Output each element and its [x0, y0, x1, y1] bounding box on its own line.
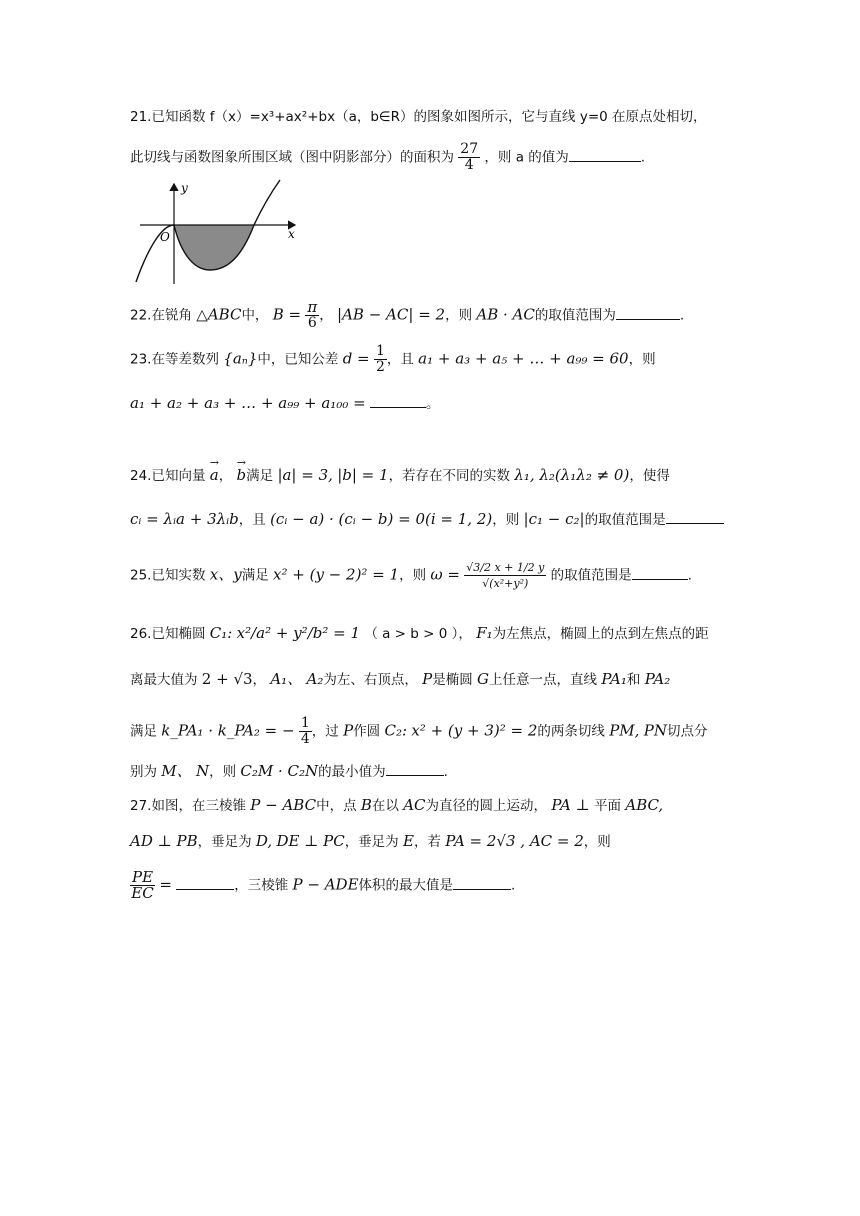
q26-ellipse: x²/a² + y²/b² = 1 [236, 624, 361, 642]
q26-text14: 的最小值为 [318, 764, 386, 780]
q25-end: . [687, 567, 692, 584]
q26-cond: （ a > b > 0 ）， [364, 626, 472, 642]
q26-P: P [422, 670, 433, 688]
q26-text11: 切点分 [666, 723, 708, 740]
q27-text5: 平面 [594, 798, 622, 814]
answer-blank[interactable] [616, 305, 680, 320]
q25-text: 25.已知实数 [130, 567, 206, 584]
q25-text4: 的取值范围是 [550, 567, 632, 584]
vector-a: → a [210, 464, 219, 486]
q21-area-num: 27 [460, 141, 479, 157]
q22-triangle: △ABC [196, 305, 242, 324]
q26-P2: P [343, 721, 354, 740]
q26-slopes: k_PA₁ · k_PA₂ = − [161, 721, 295, 740]
q21-area-den: 4 [464, 157, 474, 173]
q23-sum2: a₁ + a₂ + a₃ + … + a₉₉ + a₁₀₀ = [130, 394, 366, 412]
q24-cond2: |b| = 1 [337, 466, 389, 484]
answer-blank[interactable] [386, 761, 444, 776]
q26-A2: A₂ [306, 670, 324, 688]
q26-comma: ， [252, 672, 267, 688]
answer-blank[interactable] [453, 875, 511, 890]
q26-dot: C₂M · C₂N [240, 762, 319, 780]
q23-end: 。 [425, 396, 440, 412]
q26-PM: PM, [609, 721, 640, 740]
q26-line3 [130, 716, 707, 747]
answer-blank[interactable] [632, 565, 688, 580]
q26-G: G [477, 670, 490, 688]
q26-text: 26.已知椭圆 [130, 626, 206, 642]
q22-dot-product: AB · AC [476, 305, 535, 324]
q24-c-def: cᵢ = λᵢa + 3λᵢb [130, 510, 239, 528]
q26-text13: ，则 [209, 764, 237, 780]
q22-condition: |AB − AC| = 2 [337, 305, 446, 324]
q26-qn: 1 [300, 715, 310, 731]
function-graph [130, 178, 300, 288]
q27-line2 [130, 830, 611, 853]
q24-text3: ，若存在不同的实数 [388, 468, 511, 484]
q27-ABC: ABC, [625, 796, 664, 814]
q22-pi: π [307, 298, 318, 316]
q27-DE: DE ⊥ PC [276, 832, 345, 850]
q22-line [130, 300, 684, 331]
q23-seq: {aₙ} [223, 349, 258, 368]
q25-num: √3/2 x + 1/2 y [466, 561, 545, 574]
q27-AC: AC [403, 796, 426, 814]
q26-text7: 满足 [130, 723, 157, 740]
answer-blank[interactable] [666, 509, 724, 524]
q27-B: B [360, 796, 372, 814]
q23-text2: 中，已知公差 [257, 351, 339, 368]
q24-lambda: λ₁, λ₂(λ₁λ₂ ≠ 0) [514, 466, 630, 484]
q24-line2 [130, 508, 724, 531]
q25-circle: x² + (y − 2)² = 1 [273, 565, 400, 584]
q26-end: . [443, 764, 448, 780]
q27-AD: AD ⊥ PB [130, 832, 198, 850]
q26-qd: 4 [300, 731, 310, 747]
origin-label: O [160, 230, 170, 244]
q27-text10: ，三棱锥 [234, 877, 289, 894]
q26-text9: 作圆 [353, 723, 381, 740]
q26-N: N [195, 762, 210, 780]
q22-text3: ，则 [445, 307, 473, 324]
q27-EC: EC [131, 884, 154, 902]
q27-text3: 在以 [371, 798, 399, 814]
q24-text5: ，且 [238, 512, 266, 528]
q26-text2: 为左焦点，椭圆上的点到左焦点的距 [492, 626, 709, 642]
q22-six: 6 [307, 315, 317, 331]
q21-area-fraction [458, 142, 480, 173]
q22-pi-fraction [305, 300, 319, 331]
q21-text: 21.已知函数 f（x）=x³+ax²+bx（a，b∈R）的图象如图所示，它与直线 y=0 在原点处相切， [130, 109, 707, 125]
q26-text12: 别为 [130, 764, 157, 780]
q26-text6: 上任意一点，直线 [489, 672, 598, 688]
q24-text2: 满足 [246, 468, 274, 484]
q26-line2 [130, 668, 670, 691]
q27-perp: PA ⊥ [551, 796, 590, 814]
q26-C1: C₁: [209, 624, 233, 642]
q26-C2: C₂: [384, 721, 408, 740]
q25-omega: ω = [430, 565, 460, 584]
q26-and: 和 [626, 672, 641, 688]
q27-ratio [130, 870, 155, 901]
shaded-region [174, 225, 254, 270]
q22-comma: ， [319, 307, 333, 324]
q25-line [130, 560, 692, 591]
q27-equals: = [159, 875, 172, 894]
q21-line2 [130, 142, 645, 173]
q26-PN: PN [643, 721, 667, 740]
q26-PA2: PA₂ [644, 670, 671, 688]
q27-tetra: P − ABC [250, 796, 317, 814]
y-axis-label: y [181, 181, 188, 195]
q27-line1 [130, 794, 663, 817]
q26-max: 2 + √3 [201, 670, 253, 688]
q26-A1: A₁、 [270, 670, 303, 688]
q27-text4: 为直径的圆上运动， [425, 798, 548, 814]
q25-fraction [464, 560, 546, 591]
q22-B: B = [272, 305, 302, 324]
q24-text4: ，使得 [629, 468, 670, 484]
q23-half [374, 344, 387, 375]
answer-blank[interactable] [370, 393, 426, 408]
q26-line1 [130, 622, 709, 645]
q26-F1: F₁ [476, 624, 493, 642]
q27-text7: ，垂足为 [344, 834, 399, 850]
q22-text4: 的取值范围为 [534, 307, 616, 324]
q27-text11: 体积的最大值是 [358, 877, 454, 894]
q24-line1 [130, 464, 670, 487]
q26-text5: 是椭圆 [432, 672, 473, 688]
q27-text2: 中，点 [316, 798, 357, 814]
q21-end: . [640, 149, 646, 166]
q27-end: . [511, 877, 516, 894]
q24-orth: (cᵢ − a) · (cᵢ − b) = 0(i = 1, 2) [270, 510, 493, 528]
q26-text8: ，过 [311, 723, 339, 740]
q24-text: 24.已知向量 [130, 468, 206, 484]
q22-end: . [679, 307, 685, 324]
q23-text4: ，则 [628, 351, 656, 368]
q27-D: D, [255, 832, 273, 850]
q23-line1 [130, 344, 656, 375]
q26-text10: 的两条切线 [537, 723, 605, 740]
answer-blank[interactable] [569, 147, 641, 162]
q26-M: M、 [161, 762, 192, 780]
q22-text: 22.在锐角 [130, 307, 192, 324]
q27-cond: PA = 2√3 , AC = 2 [445, 832, 584, 850]
q25-text2: 满足 [241, 567, 269, 584]
vector-b: → b [237, 464, 247, 486]
x-axis-label: x [288, 227, 295, 241]
q26-quarter [299, 716, 312, 747]
q27-text9: ，则 [583, 834, 611, 850]
q26-line4 [130, 760, 448, 783]
q25-text3: ，则 [399, 567, 427, 584]
q27-text6: ，垂足为 [197, 834, 252, 850]
q23-sum1: a₁ + a₃ + a₅ + … + a₉₉ = 60 [418, 349, 629, 368]
q24-sep: ， [218, 468, 233, 484]
q22-text2: 中， [241, 307, 269, 324]
q27-line3 [130, 870, 515, 901]
q27-E: E [402, 832, 414, 850]
q26-circle: x² + (y + 3)² = 2 [411, 721, 538, 740]
q23-text3: ，且 [386, 351, 414, 368]
q23-line2 [130, 392, 439, 415]
q23-den: 2 [375, 359, 385, 375]
answer-blank[interactable] [176, 875, 234, 890]
q27-text8: ，若 [413, 834, 441, 850]
q21-text3: ，则 a 的值为 [484, 149, 569, 166]
q21-line1 [130, 106, 707, 128]
q26-text3: 离最大值为 [130, 672, 198, 688]
q24-norm: |c₁ − c₂| [523, 510, 585, 528]
q24-text6: ，则 [492, 512, 520, 528]
q27-PE: PE [132, 868, 154, 886]
q26-text4: 为左、右顶点， [323, 672, 418, 688]
q27-text: 27.如图，在三棱锥 [130, 798, 246, 814]
q25-xy: x、y [209, 565, 242, 584]
q23-d: d = [342, 349, 370, 368]
q24-text7: 的取值范围是 [584, 512, 666, 528]
q26-PA1: PA₁ [601, 670, 627, 688]
q21-text2: 此切线与函数图象所围区域（图中阴影部分）的面积为 [130, 149, 454, 166]
q23-num: 1 [375, 343, 385, 359]
q23-text: 23.在等差数列 [130, 351, 219, 368]
q25-den: √(x²+y²) [482, 577, 529, 590]
q27-PADE: P − ADE [292, 875, 359, 894]
q24-cond1: |a| = 3, [277, 466, 333, 484]
